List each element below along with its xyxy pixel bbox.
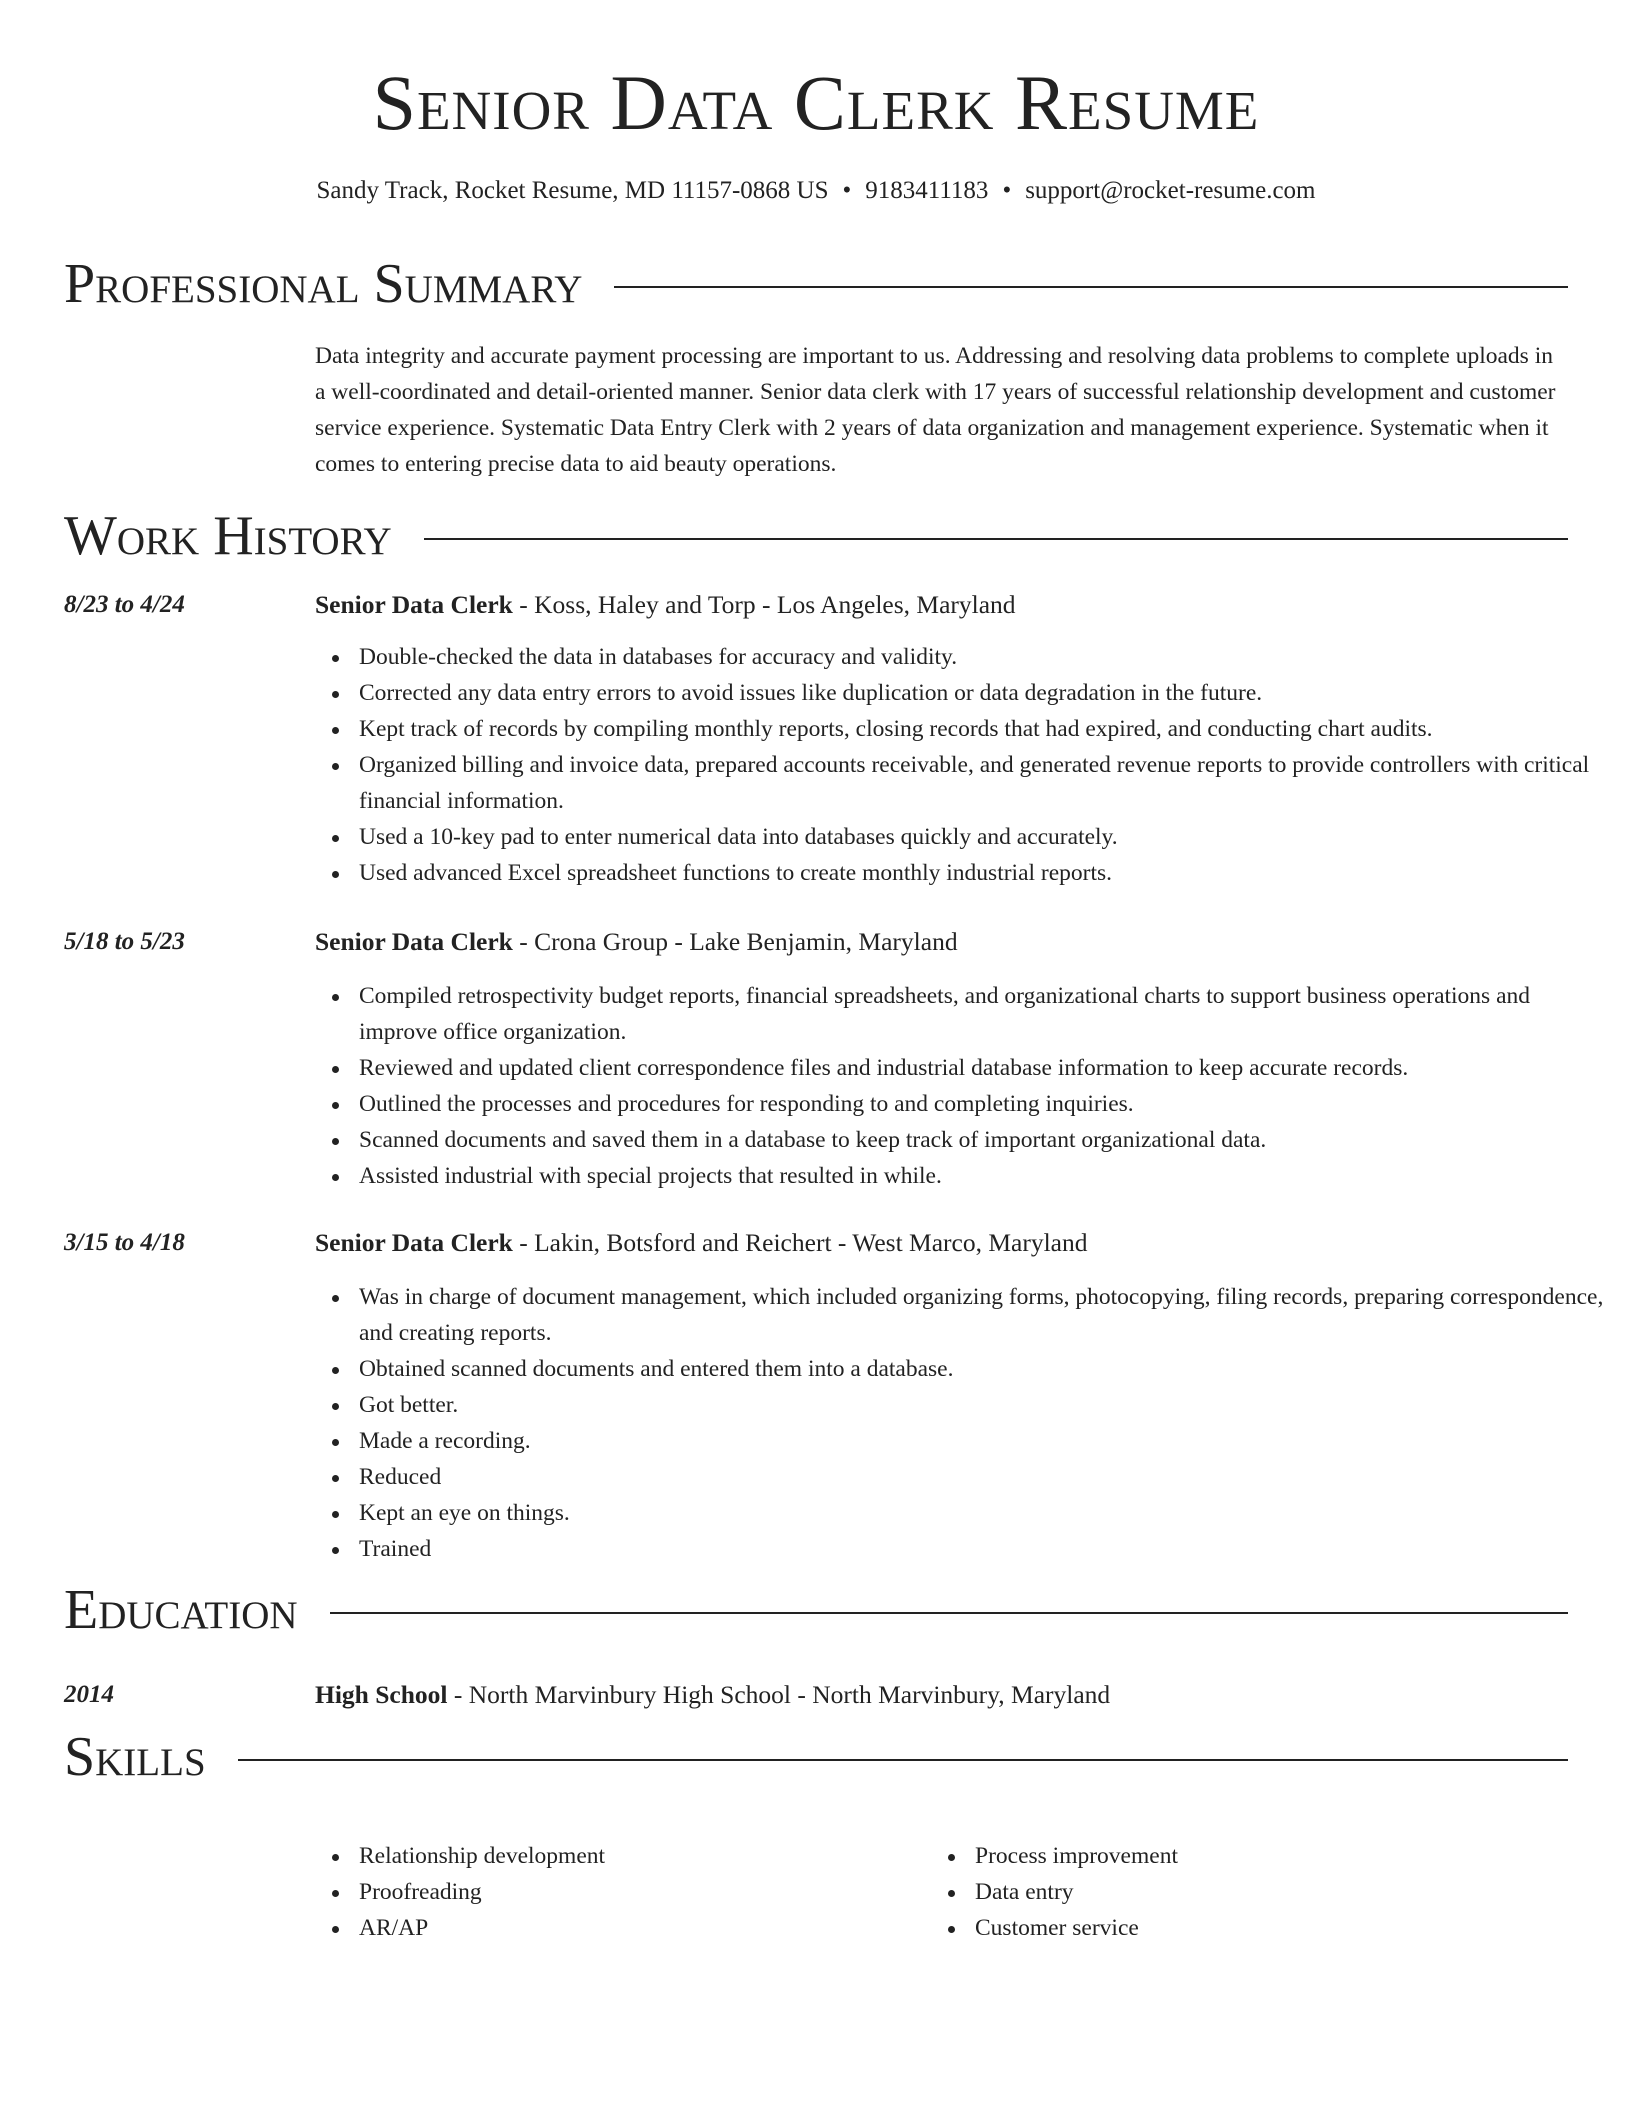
job-role: Senior Data Clerk [315, 1228, 513, 1257]
job-bullets [315, 639, 1612, 891]
skill-item: AR/AP [359, 1910, 959, 1946]
skill-item: Process improvement [975, 1838, 1575, 1874]
list-item: Obtained scanned documents and entered them into a database. [359, 1351, 1612, 1387]
list-item: Got better. [359, 1387, 1612, 1423]
list-item: Kept track of records by compiling monthly reports, closing records that had expired, and conducting chart audits. [359, 711, 1612, 747]
contact-line [0, 174, 1632, 208]
contact-address: Sandy Track, Rocket Resume, MD 11157-0868 US [316, 177, 829, 204]
list-item: Kept an eye on things. [359, 1495, 1612, 1531]
resume-title: Senior Data Clerk Resume [372, 59, 1260, 146]
skills-section-title: Skills [64, 1726, 206, 1788]
list-item: Trained [359, 1531, 1612, 1567]
education-year: 2014 [64, 1681, 114, 1708]
summary-text: Data integrity and accurate payment processing are important to us. Addressing and resolving data problems to complete uploads in a well-coordinated and detail-oriented manner. Senior data clerk with 17 years of successful relationship development and customer service experience. Systematic Data Entry Clerk with 2 years of data organization and management experience. Systematic when it comes to entering precise data to aid beauty operations. [315, 343, 1556, 477]
skill-item: Customer service [975, 1910, 1575, 1946]
skills-list-left [315, 1838, 959, 1946]
job-role: Senior Data Clerk [315, 927, 513, 956]
skill-item: Relationship development [359, 1838, 959, 1874]
job-details: - Lakin, Botsford and Reichert - West Marco, Maryland [512, 1228, 1088, 1257]
skill-item: Proofreading [359, 1874, 959, 1910]
education-section-header [64, 1578, 1568, 1642]
list-item: Corrected any data entry errors to avoid issues like duplication or data degradation in the future. [359, 675, 1612, 711]
job-heading [315, 924, 1568, 960]
list-item: Used a 10-key pad to enter numerical data into databases quickly and accurately. [359, 819, 1612, 855]
list-item: Assisted industrial with special projects that resulted in while. [359, 1158, 1612, 1194]
section-divider [330, 1612, 1568, 1614]
job-dates: 3/15 to 4/18 [64, 1229, 185, 1256]
job-bullets [315, 1279, 1612, 1567]
contact-phone: 9183411183 [865, 177, 989, 204]
job-details: - Koss, Haley and Torp - Los Angeles, Maryland [512, 590, 1016, 619]
section-divider [424, 538, 1568, 540]
skill-item: Data entry [975, 1874, 1575, 1910]
summary-section-title: Professional Summary [64, 253, 583, 315]
work-section-header [64, 504, 1568, 568]
job-heading [315, 1225, 1568, 1261]
work-section-title: Work History [64, 505, 392, 567]
section-divider [614, 286, 1568, 288]
list-item: Compiled retrospectivity budget reports, financial spreadsheets, and organizational charts to support business operations and improve office organization. [359, 978, 1612, 1050]
summary-section-header [64, 252, 1568, 316]
job-heading [315, 587, 1568, 623]
education-section-title: Education [64, 1579, 298, 1641]
job-details: - Crona Group - Lake Benjamin, Maryland [512, 927, 958, 956]
list-item: Was in charge of document management, which included organizing forms, photocopying, filing records, preparing correspondence, and creating reports. [359, 1279, 1612, 1351]
list-item: Reduced [359, 1459, 1612, 1495]
education-details: - North Marvinbury High School - North Marvinbury, Maryland [447, 1680, 1111, 1709]
contact-separator: • [1002, 177, 1012, 204]
job-dates: 8/23 to 4/24 [64, 591, 185, 618]
list-item: Made a recording. [359, 1423, 1612, 1459]
education-degree: High School [315, 1680, 448, 1709]
list-item: Used advanced Excel spreadsheet functions to create monthly industrial reports. [359, 855, 1612, 891]
list-item: Double-checked the data in databases for accuracy and validity. [359, 639, 1612, 675]
job-role: Senior Data Clerk [315, 590, 513, 619]
contact-email: support@rocket-resume.com [1025, 177, 1316, 204]
contact-separator: • [842, 177, 852, 204]
job-dates: 5/18 to 5/23 [64, 928, 185, 955]
skills-list-right [931, 1838, 1575, 1946]
list-item: Organized billing and invoice data, prepared accounts receivable, and generated revenue reports to provide controllers with critical financial information. [359, 747, 1612, 819]
list-item: Outlined the processes and procedures for responding to and completing inquiries. [359, 1086, 1612, 1122]
list-item: Reviewed and updated client correspondence files and industrial database information to keep accurate records. [359, 1050, 1612, 1086]
list-item: Scanned documents and saved them in a database to keep track of important organizational data. [359, 1122, 1612, 1158]
skills-section-header [64, 1725, 1568, 1789]
section-divider [238, 1759, 1568, 1761]
job-bullets [315, 978, 1612, 1194]
education-heading [315, 1677, 1568, 1713]
